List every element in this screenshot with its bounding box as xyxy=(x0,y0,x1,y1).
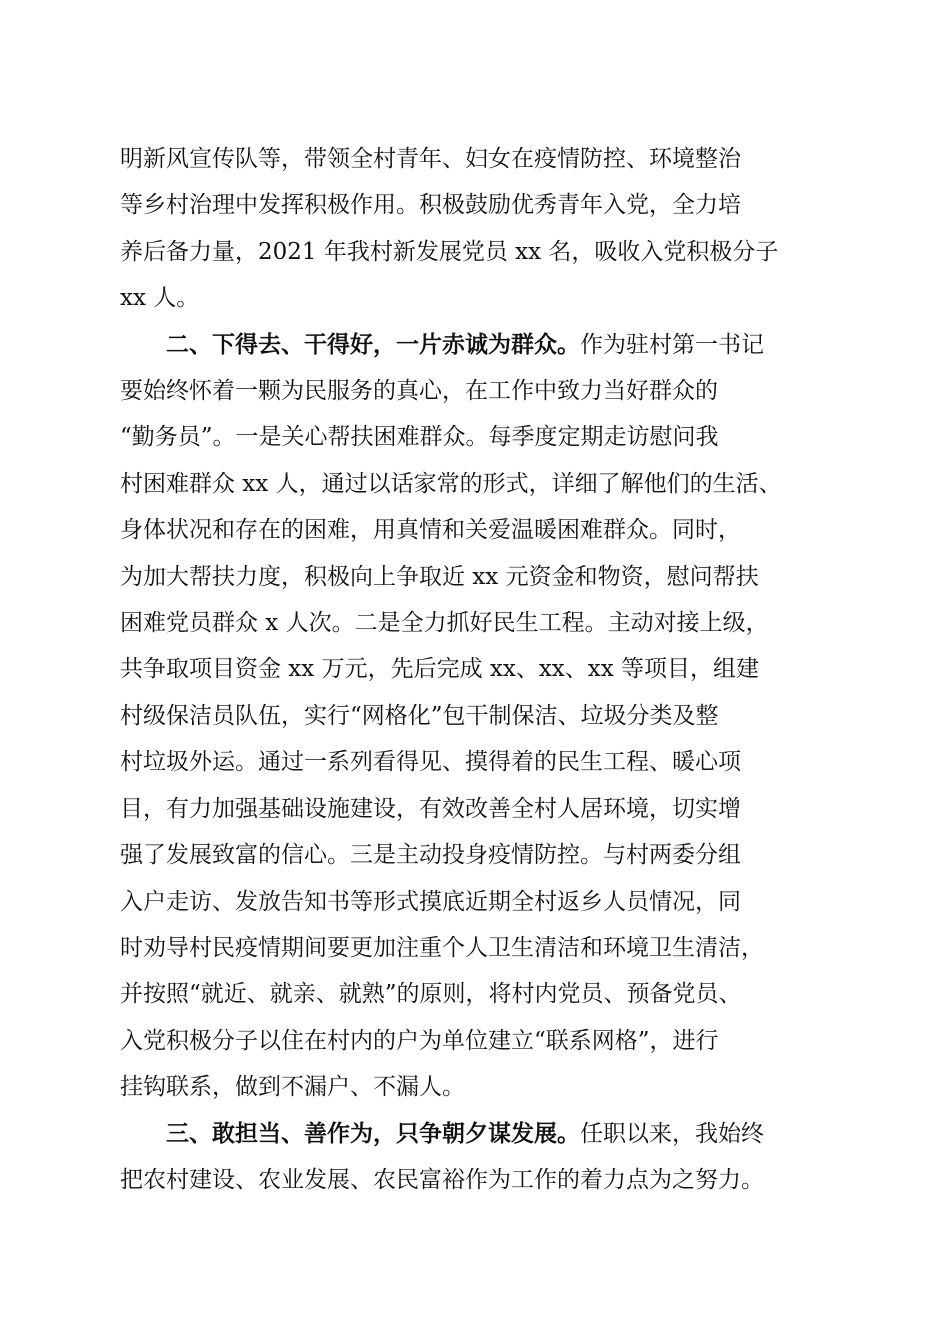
text-line xyxy=(120,1111,850,1157)
text-line: 等乡村治理中发挥积极作用。积极鼓励优秀青年入党，全力培 xyxy=(120,192,741,219)
text-line: 共争取项目资金 xx 万元，先后完成 xx、xx、xx 等项目，组建 xyxy=(120,656,760,683)
text-line: 并按照“就近、就亲、就熟”的原则，将村内党员、预备党员、 xyxy=(120,981,742,1008)
text-line: 村垃圾外运。通过一系列看得见、摸得着的民生工程、暖心项 xyxy=(120,749,741,776)
text-line: xx 人。 xyxy=(120,285,200,312)
text-line: 村级保洁员队伍，实行“网格化”包干制保洁、垃圾分类及整 xyxy=(120,702,719,729)
text-line: 强了发展致富的信心。三是主动投身疫情防控。与村两委分组 xyxy=(120,842,741,869)
section-three-heading: 三、敢担当、善作为，只争朝夕谋发展。 xyxy=(166,1120,580,1147)
text-line: 时劝导村民疫情期间要更加注重个人卫生清洁和环境卫生清洁， xyxy=(120,934,764,961)
section-two-intro: 作为驻村第一书记 xyxy=(580,331,764,358)
text-line: 明新风宣传队等，带领全村青年、妇女在疫情防控、环境整治 xyxy=(120,146,741,172)
section-three-intro: 任职以来，我始终 xyxy=(580,1120,764,1147)
text-line: 把农村建设、农业发展、农民富裕作为工作的着力点为之努力。 xyxy=(120,1166,764,1193)
section-two-heading: 二、下得去、干得好，一片赤诚为群众。 xyxy=(166,331,580,358)
document-body xyxy=(120,136,850,1203)
section-three-paragraph xyxy=(120,1111,850,1204)
text-line: 身体状况和存在的困难，用真情和关爱温暖困难群众。同时， xyxy=(120,517,741,544)
text-line: 目，有力加强基础设施建设，有效改善全村人居环境，切实增 xyxy=(120,795,741,822)
text-line: 养后备力量，2021 年我村新发展党员 xx 名，吸收入党积极分子 xyxy=(120,238,779,265)
text-line: 挂钩联系，做到不漏户、不漏人。 xyxy=(120,1074,465,1101)
text-line: 村困难群众 xx 人，通过以话家常的形式，详细了解他们的生活、 xyxy=(120,470,782,497)
text-line: 为加大帮扶力度，积极向上争取近 xx 元资金和物资，慰问帮扶 xyxy=(120,563,759,590)
paragraph-continuation xyxy=(120,136,850,322)
text-line: 要始终怀着一颗为民服务的真心，在工作中致力当好群众的 xyxy=(120,378,718,405)
text-line: 入户走访、发放告知书等形式摸底近期全村返乡人员情况，同 xyxy=(120,888,741,915)
text-line: 入党积极分子以住在村内的户为单位建立“联系网格”，进行 xyxy=(120,1027,719,1054)
text-line: 困难党员群众 x 人次。二是全力抓好民生工程。主动对接上级， xyxy=(120,610,769,637)
text-line xyxy=(120,322,850,368)
section-two-paragraph xyxy=(120,322,850,1111)
text-line: “勤务员”。一是关心帮扶困难群众。每季度定期走访慰问我 xyxy=(120,424,719,451)
